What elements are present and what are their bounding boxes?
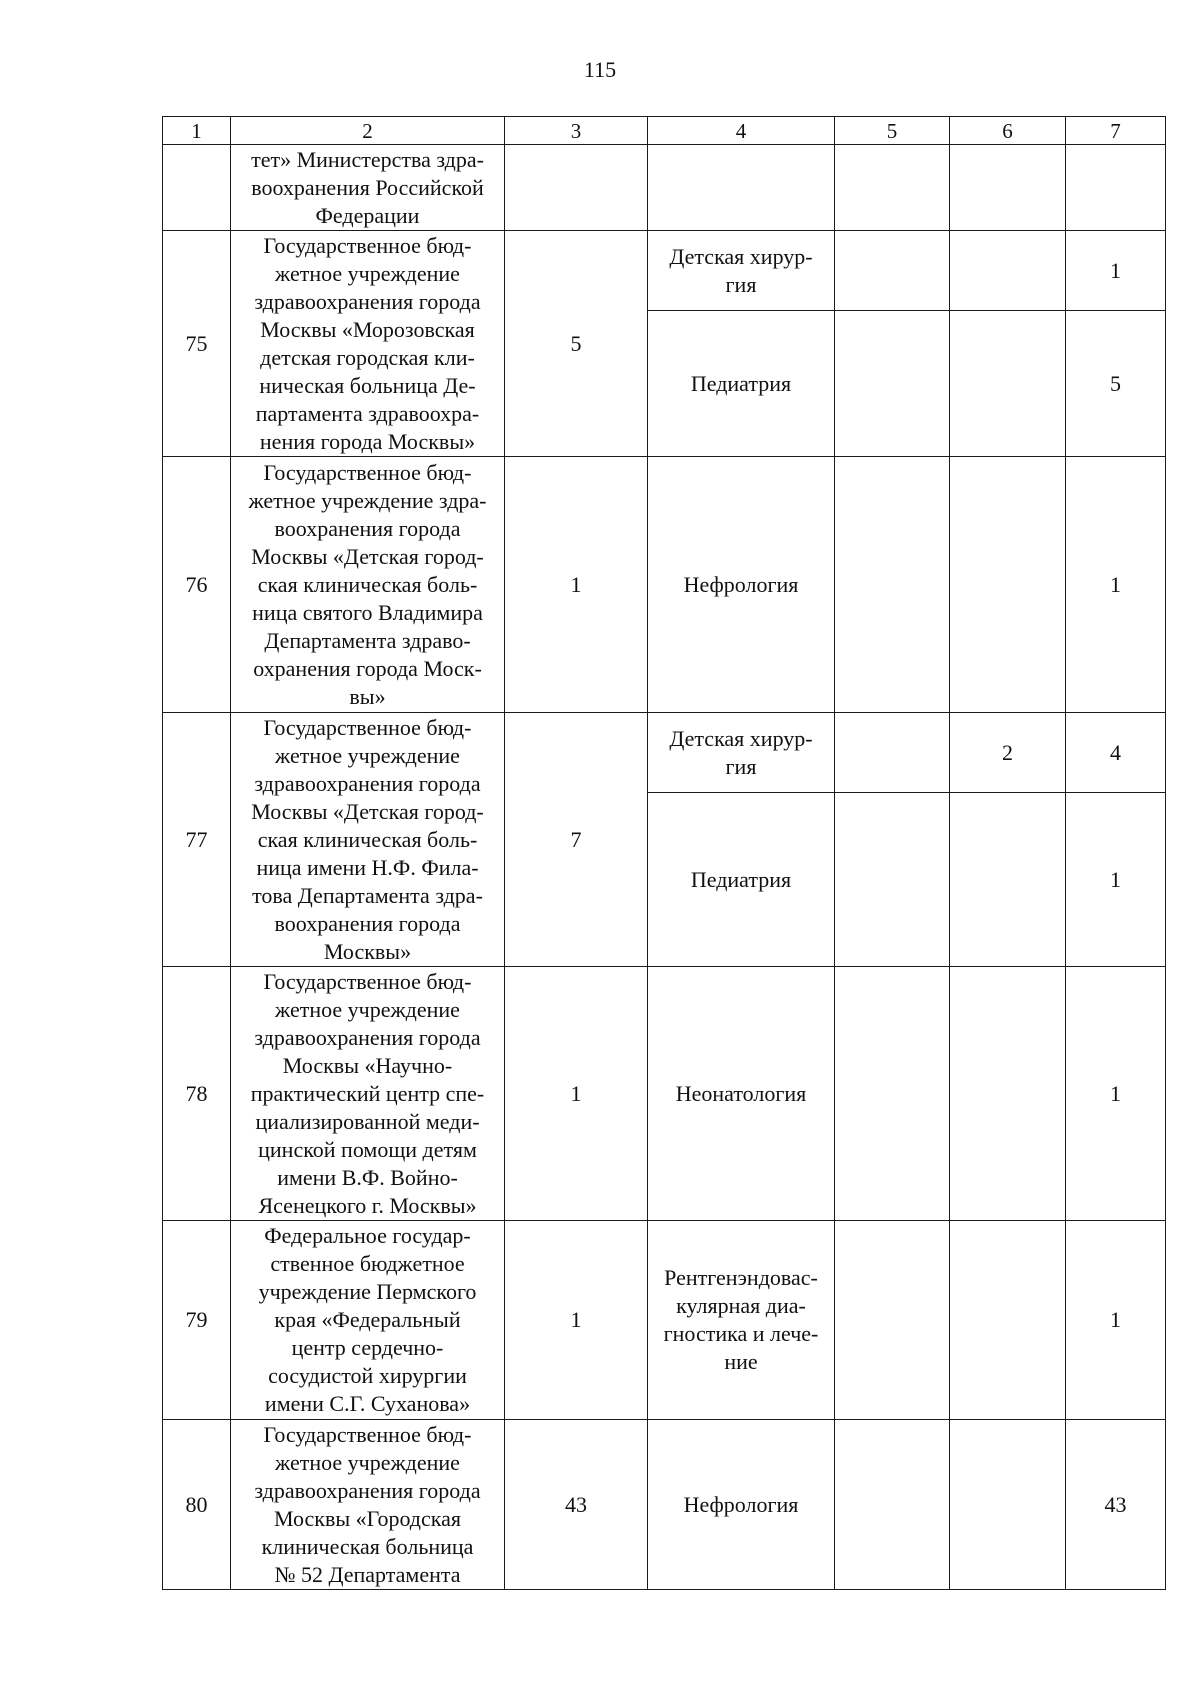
institution-name-cell: Федеральное государ- ственное бюджетное учреждение Пермского края «Федеральный центр сердечно- сосудистой хирургии имени С.Г. Суханова»	[231, 1221, 505, 1420]
col7-cell: 43	[1066, 1420, 1166, 1590]
col3-cell: 7	[505, 713, 648, 967]
header-row	[163, 117, 1166, 145]
col6-cell	[950, 231, 1066, 311]
table-row	[163, 457, 1166, 713]
header-cell: 5	[835, 117, 950, 145]
institution-name-cell: Государственное бюд- жетное учреждение здравоохранения города Москвы «Городская клиническая больница № 52 Департамента	[231, 1420, 505, 1590]
header-cell: 3	[505, 117, 648, 145]
table-row	[163, 1221, 1166, 1420]
specialty-cell: Детская хирур- гия	[648, 713, 835, 793]
specialty-cell: Педиатрия	[648, 311, 835, 457]
col5-cell	[835, 713, 950, 793]
col6-cell	[950, 793, 1066, 967]
col5-cell	[835, 1221, 950, 1420]
col7-cell: 1	[1066, 457, 1166, 713]
specialty-cell: Педиатрия	[648, 793, 835, 967]
col3-cell: 1	[505, 1221, 648, 1420]
col3-cell: 5	[505, 231, 648, 457]
row-number-cell: 79	[163, 1221, 231, 1420]
allocation-table	[162, 116, 1166, 1590]
institution-name-cell: Государственное бюд- жетное учреждение здра- воохранения города Москвы «Детская город- ская клиническая боль- ница святого Владимира Департамента здраво- охранения города Моск- вы»	[231, 457, 505, 713]
col7-cell: 1	[1066, 231, 1166, 311]
col3-cell: 43	[505, 1420, 648, 1590]
specialty-cell: Рентгенэндовас- кулярная диа- гностика и лече- ние	[648, 1221, 835, 1420]
col5-cell	[835, 145, 950, 231]
table-row	[163, 231, 1166, 311]
row-number-cell	[163, 145, 231, 231]
specialty-cell: Нефрология	[648, 457, 835, 713]
specialty-cell: Детская хирур- гия	[648, 231, 835, 311]
col7-cell: 1	[1066, 967, 1166, 1221]
col7-cell	[1066, 145, 1166, 231]
col6-cell	[950, 145, 1066, 231]
institution-name-cell: Государственное бюд- жетное учреждение здравоохранения города Москвы «Научно- практический центр спе- циализированной меди- цинской помощи детям имени В.Ф. Войно- Ясенецкого г. Москвы»	[231, 967, 505, 1221]
col5-cell	[835, 793, 950, 967]
col5-cell	[835, 311, 950, 457]
col6-cell	[950, 967, 1066, 1221]
col7-cell: 4	[1066, 713, 1166, 793]
col3-cell: 1	[505, 967, 648, 1221]
col5-cell	[835, 1420, 950, 1590]
header-cell: 7	[1066, 117, 1166, 145]
col6-cell	[950, 311, 1066, 457]
col7-cell: 1	[1066, 1221, 1166, 1420]
col6-cell	[950, 457, 1066, 713]
col5-cell	[835, 231, 950, 311]
row-number-cell: 78	[163, 967, 231, 1221]
table-row-continuation	[163, 145, 1166, 231]
row-number-cell: 76	[163, 457, 231, 713]
col7-cell: 5	[1066, 311, 1166, 457]
specialty-cell: Неонатология	[648, 967, 835, 1221]
col5-cell	[835, 457, 950, 713]
col3-cell	[505, 145, 648, 231]
specialty-cell	[648, 145, 835, 231]
row-number-cell: 80	[163, 1420, 231, 1590]
header-cell: 4	[648, 117, 835, 145]
row-number-cell: 77	[163, 713, 231, 967]
institution-name-cell: тет» Министерства здра- воохранения Российской Федерации	[231, 145, 505, 231]
institution-name-cell: Государственное бюд- жетное учреждение здравоохранения города Москвы «Морозовская детская городская кли- ническая больница Де- партамента здравоохра- нения города Москвы»	[231, 231, 505, 457]
col6-cell	[950, 1420, 1066, 1590]
col6-cell: 2	[950, 713, 1066, 793]
col6-cell	[950, 1221, 1066, 1420]
page-number: 115	[583, 57, 617, 82]
header-cell: 6	[950, 117, 1066, 145]
col3-cell: 1	[505, 457, 648, 713]
table-row	[163, 967, 1166, 1221]
header-cell: 2	[231, 117, 505, 145]
col5-cell	[835, 967, 950, 1221]
table-row	[163, 1420, 1166, 1590]
row-number-cell: 75	[163, 231, 231, 457]
table-row	[163, 713, 1166, 793]
specialty-cell: Нефрология	[648, 1420, 835, 1590]
header-cell: 1	[163, 117, 231, 145]
institution-name-cell: Государственное бюд- жетное учреждение здравоохранения города Москвы «Детская город- ская клиническая боль- ница имени Н.Ф. Фила- това Департамента здра- воохранения города Москвы»	[231, 713, 505, 967]
col7-cell: 1	[1066, 793, 1166, 967]
